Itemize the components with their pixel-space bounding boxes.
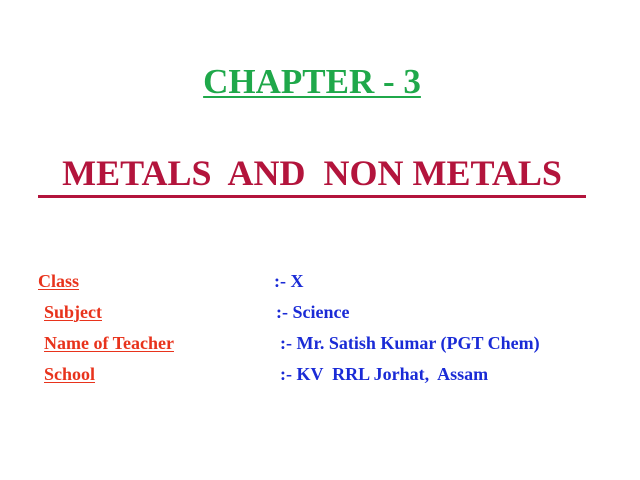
- class-value: :- X: [274, 271, 304, 291]
- chapter-heading: CHAPTER - 3: [203, 62, 421, 101]
- subject-label: Subject: [44, 302, 102, 322]
- detail-row-class: [0, 271, 640, 295]
- slide-title: METALS AND NON METALS: [62, 153, 562, 193]
- detail-row-subject: [0, 302, 640, 326]
- title-underline: [38, 195, 586, 198]
- detail-row-teacher: [0, 333, 640, 357]
- school-value: :- KV RRL Jorhat, Assam: [280, 364, 489, 384]
- school-label: School: [44, 364, 96, 384]
- class-label: Class: [38, 271, 80, 291]
- detail-row-school: [0, 364, 640, 388]
- subject-value: :- Science: [276, 302, 350, 322]
- teacher-label: Name of Teacher: [44, 333, 174, 353]
- teacher-value: :- Mr. Satish Kumar (PGT Chem): [280, 333, 540, 353]
